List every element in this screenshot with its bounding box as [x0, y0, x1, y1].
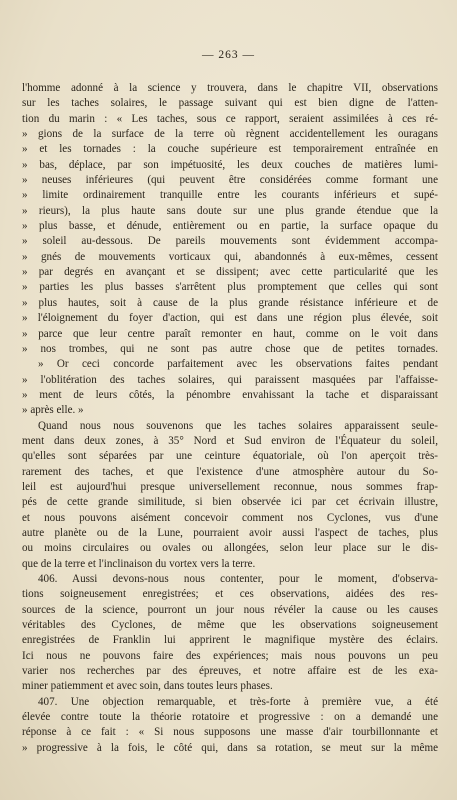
text-line: » parce que leur centre paraît remonter en haut, comme on le voit dans	[22, 327, 438, 340]
text-line: 407. Une objection remarquable, et très-forte à première vue, a été	[38, 695, 438, 708]
text-line: » et les tornades : la couche supérieure est temporairement entraînée en	[22, 143, 438, 156]
text-line: que de la terre et l'inclinaison du vortex vers la terre.	[22, 557, 256, 570]
text-line: miner patiemment et avec soin, dans toutes leurs phases.	[22, 680, 273, 693]
text-line: » l'éloignement du foyer d'action, qui est dans une région plus élevée, soit	[22, 312, 438, 325]
text-line: » limite ordinairement tranquille entre les courants inférieurs et supé-	[22, 189, 438, 202]
text-line: » plus hautes, soit à cause de la plus grande résistance inférieure et de	[22, 296, 438, 309]
text-line: ment dans deux zones, à 35° Nord et Sud environ de l'Équateur du soleil,	[22, 434, 438, 447]
text-line: 406. Aussi devons-nous nous contenter, pour le moment, d'observa-	[38, 573, 438, 585]
text-line: qu'elles sont séparées par une ceinture équatoriale, où l'on aperçoit très-	[22, 450, 438, 463]
text-line: ou moins circulaires ou ovales ou allongées, selon leur place sur le dis-	[22, 542, 438, 555]
text-line: leil est aujourd'hui presque universellement reconnue, nous sommes frap-	[22, 480, 438, 493]
text-line: » par degrés en avançant et se dissipent; avec cette particularité que les	[22, 266, 438, 279]
text-line: tion du marin : « Les taches, sous ce rapport, seraient assimilées à ces ré-	[22, 112, 438, 125]
text-line: » bas, déplace, par son impétuosité, les deux couches de matières lumi-	[22, 158, 438, 171]
text-line: varier nos recherches par des épreuves, et notre affaire est de les exa-	[22, 665, 438, 678]
text-line: » soleil au-dessous. De pareils mouvements sont évidemment accompa-	[22, 235, 438, 248]
text-line: » plus basse, et dénude, entièrement ou en partie, la surface opaque du	[22, 220, 438, 233]
text-line: » ment de leurs côtés, la pénombre envahissant la tache et disparaissant	[22, 388, 438, 401]
text-line: pés de cette grande similitude, si bien observée ici par cet écrivain illustre,	[22, 496, 438, 509]
text-line: Quand nous nous souvenons que les taches solaires apparaissent seule-	[38, 419, 438, 432]
page-number: — 263 —	[202, 49, 255, 61]
text-line: » l'oblitération des taches solaires, qui paraissent masquées par l'affaisse-	[22, 373, 438, 386]
body-text	[22, 81, 438, 756]
text-line: sur les taches solaires, le passage suivant qui est bien digne de l'atten-	[22, 97, 438, 110]
text-line: » gions de la surface de la terre où règnent accidentellement les ouragans	[22, 128, 438, 141]
text-line: véritables des Cyclones, de même que les observations soigneusement	[22, 619, 438, 632]
text-line: l'homme adonné à la science y trouvera, dans le chapitre VII, observations	[22, 82, 438, 94]
text-line: sources de la science, pourront un jour nous révéler la cause ou les causes	[22, 603, 438, 616]
text-line: » après elle. »	[22, 404, 84, 417]
text-line: tions soigneusement enregistrées; et ces observations, aidées des res-	[22, 588, 438, 601]
text-line: réponse à ce fait : « Si nous supposons une masse d'air tourbillonnante et	[22, 726, 438, 739]
text-line: » Or ceci concorde parfaitement avec les observations faites pendant	[38, 358, 438, 371]
text-line: » parties les plus basses s'arrêtent plus promptement que celles qui sont	[22, 281, 438, 294]
text-line: » gnés de mouvements vorticaux qui, abandonnés à eux-mêmes, cessent	[22, 250, 438, 263]
text-line: enregistrées de Franklin lui apprirent le magnifique mystère des éclairs.	[22, 634, 438, 647]
text-line: » progressive à la fois, le côté qui, dans sa rotation, se meut sur la même	[22, 741, 438, 754]
text-line: » nos trombes, qui ne sont pas autre chose que de petites tornades.	[22, 342, 438, 355]
text-line: Ici nous ne pouvons faire des expériences; mais nous pouvons un peu	[22, 649, 438, 662]
text-line: autre planète ou de la Lune, pourraient avoir aussi l'aspect de taches, plus	[22, 526, 438, 539]
text-line: élevée contre toute la théorie rotatoire et progressive : on a demandé une	[22, 711, 438, 724]
text-line: » neuses inférieures (qui peuvent être considérées comme formant une	[22, 174, 438, 187]
text-line: et nous pouvons aisément concevoir comment nos Cyclones, vus d'une	[22, 511, 438, 524]
text-line: rarement des taches, et que l'existence d'une atmosphère autour du So-	[22, 465, 438, 478]
text-line: » rieurs), la plus haute sans doute sur une plus grande étendue que la	[22, 204, 438, 217]
